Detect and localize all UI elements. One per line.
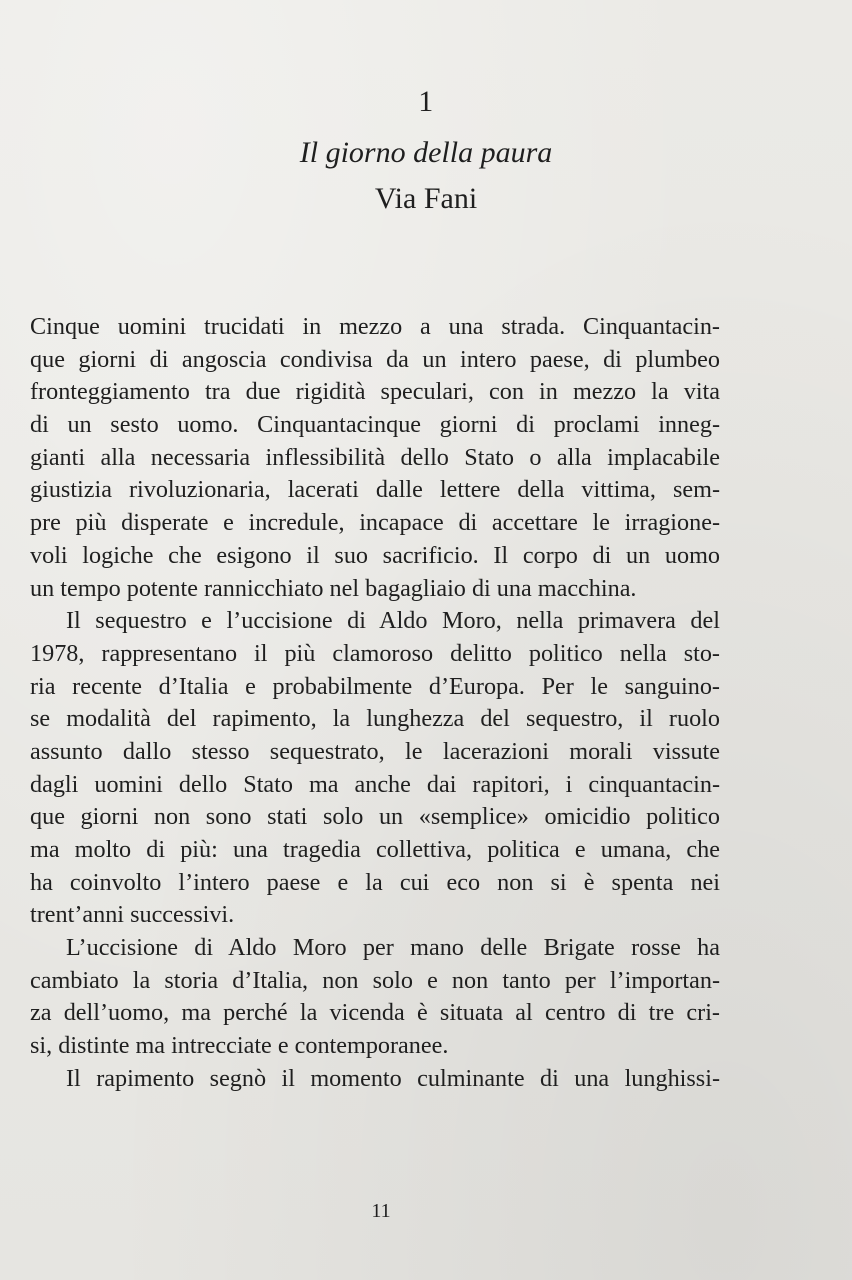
text-line: que giorni di angoscia condivisa da un intero paese, di plumbeo: [30, 345, 720, 373]
text-line: Il rapimento segnò il momento culminante di una lunghissi-: [66, 1064, 720, 1092]
text-line: giustizia rivoluzionaria, lacerati dalle lettere della vittima, sem-: [30, 476, 720, 504]
text-line: se modalità del rapimento, la lunghezza del sequestro, il ruolo: [30, 705, 720, 733]
text-line: si, distinte ma intrecciate e contemporanee.: [30, 1032, 449, 1060]
paragraph: [30, 605, 720, 932]
text-line: di un sesto uomo. Cinquantacinque giorni di proclami inneg-: [30, 411, 720, 439]
text-line: L’uccisione di Aldo Moro per mano delle Brigate rosse ha: [66, 934, 720, 962]
chapter-subtitle: Via Fani: [374, 182, 478, 215]
text-line: pre più disperate e incredule, incapace di accettare le irragione-: [30, 509, 720, 537]
paragraph: [30, 932, 720, 1063]
body-text: [30, 311, 720, 1096]
text-line: assunto dallo stesso sequestrato, le lacerazioni morali vissute: [30, 737, 720, 765]
text-line: dagli uomini dello Stato ma anche dai rapitori, i cinquantacin-: [30, 770, 720, 798]
text-line: fronteggiamento tra due rigidità speculari, con in mezzo la vita: [30, 378, 720, 406]
paragraph: [30, 311, 720, 605]
page-number: 11: [371, 1200, 391, 1222]
text-line: cambiato la storia d’Italia, non solo e non tanto per l’importan-: [30, 966, 720, 994]
paragraph: [30, 1063, 720, 1096]
text-line: za dell’uomo, ma perché la vicenda è situata al centro di tre cri-: [30, 999, 720, 1027]
text-line: ma molto di più: una tragedia collettiva, politica e umana, che: [30, 836, 720, 863]
text-line: 1978, rappresentano il più clamoroso delitto politico nella sto-: [30, 639, 720, 667]
text-line: un tempo potente rannicchiato nel bagagliaio di una macchina.: [30, 574, 637, 602]
text-line: que giorni non sono stati solo un «semplice» omicidio politico: [30, 803, 720, 831]
text-line: trent’anni successivi.: [30, 901, 235, 929]
text-line: Cinque uomini trucidati in mezzo a una strada. Cinquantacin-: [30, 313, 720, 340]
text-line: gianti alla necessaria inflessibilità dello Stato o alla implacabile: [30, 443, 720, 471]
text-line: Il sequestro e l’uccisione di Aldo Moro, nella primavera del: [66, 607, 720, 635]
chapter-title: Il giorno della paura: [299, 136, 553, 169]
text-line: ria recente d’Italia e probabilmente d’Europa. Per le sanguino-: [30, 672, 720, 700]
text-line: ha coinvolto l’intero paese e la cui eco non si è spenta nei: [30, 868, 720, 896]
text-line: voli logiche che esigono il suo sacrificio. Il corpo di un uomo: [30, 541, 720, 569]
chapter-number: 1: [418, 85, 434, 118]
